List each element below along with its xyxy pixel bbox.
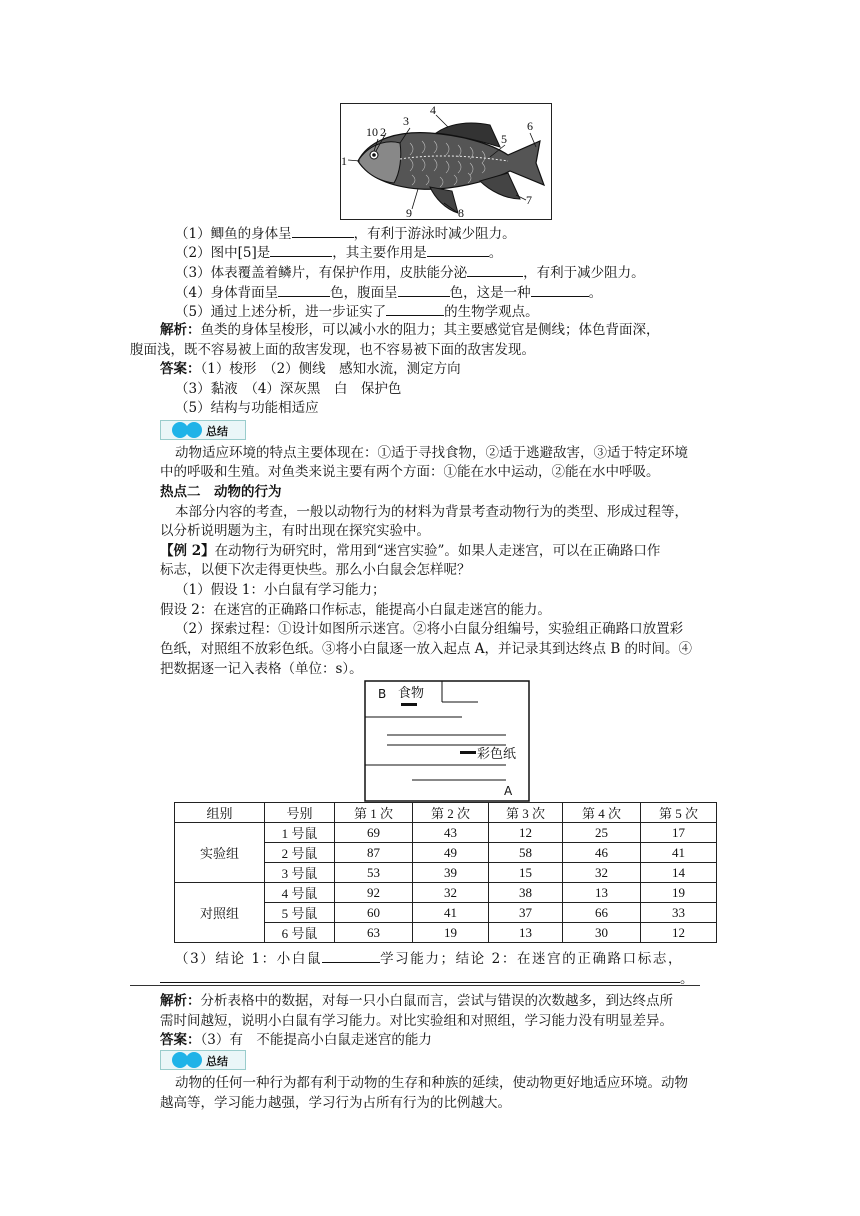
data-table xyxy=(174,802,717,943)
table-cell: 38 xyxy=(489,883,563,903)
table-cell: 49 xyxy=(413,843,489,863)
group-cell: 实验组 xyxy=(175,823,265,883)
table-cell: 3 号鼠 xyxy=(265,863,335,883)
example-2-line-2: 标志，以便下次走得更快些。那么小白鼠会怎样呢？ xyxy=(160,562,471,578)
answer-1-line-3: （5）结构与功能相适应 xyxy=(175,400,319,416)
question-4: （4）身体背面呈 色，腹面呈 色，这是一种 。 xyxy=(175,282,602,302)
maze-end-label: B xyxy=(378,687,387,701)
table-cell: 32 xyxy=(563,863,641,883)
group-cell: 对照组 xyxy=(175,883,265,943)
table-header-row xyxy=(175,803,717,823)
table-cell: 41 xyxy=(641,843,717,863)
divider xyxy=(130,985,700,986)
table-cell: 12 xyxy=(641,923,717,943)
summary-badge xyxy=(160,1050,246,1070)
question-1: （1）鲫鱼的身体呈 ，有利于游泳时减少阻力。 xyxy=(175,223,516,243)
table-cell: 19 xyxy=(413,923,489,943)
hot-topic-2-title: 热点二 动物的行为 xyxy=(160,484,282,500)
table-cell: 30 xyxy=(563,923,641,943)
fish-label-5: 5 xyxy=(501,132,507,146)
table-cell: 46 xyxy=(563,843,641,863)
fish-label-4: 4 xyxy=(430,103,436,117)
table-cell: 41 xyxy=(413,903,489,923)
hot-topic-2-line-1: 本部分内容的考查，一般以动物行为的材料为背景考查动物行为的类型、形成过程等， xyxy=(175,504,688,520)
hot-topic-2-line-2: 以分析说明题为主，有时出现在探究实验中。 xyxy=(160,523,430,539)
table-cell: 25 xyxy=(563,823,641,843)
maze-figure xyxy=(364,680,530,802)
maze-start-label: A xyxy=(504,784,513,798)
summary-badge xyxy=(160,420,246,440)
answer-2: 答案：（3）有 不能提高小白鼠走迷宫的能力 xyxy=(160,1032,432,1048)
conclusion-line-2: 。 xyxy=(160,968,694,988)
table-cell: 4 号鼠 xyxy=(265,883,335,903)
fish-label-1: 1 xyxy=(341,154,347,168)
table-cell: 13 xyxy=(489,923,563,943)
table-cell: 12 xyxy=(489,823,563,843)
table-cell: 15 xyxy=(489,863,563,883)
maze-food-label: 食物 xyxy=(398,686,425,701)
fish-label-2: 2 xyxy=(380,125,386,139)
fish-label-8: 8 xyxy=(458,206,464,220)
table-cell: 1 号鼠 xyxy=(265,823,335,843)
fish-label-9: 9 xyxy=(406,206,412,220)
summary-badge-icon xyxy=(160,420,246,440)
table-header: 第 1 次 xyxy=(335,803,413,823)
table-cell: 6 号鼠 xyxy=(265,923,335,943)
table-cell: 17 xyxy=(641,823,717,843)
hypothesis-1: （1）假设 1：小白鼠有学习能力； xyxy=(175,582,386,598)
table-cell: 32 xyxy=(413,883,489,903)
table-cell: 69 xyxy=(335,823,413,843)
table-cell: 2 号鼠 xyxy=(265,843,335,863)
question-2: （2）图中[5]是 ，其主要作用是 。 xyxy=(175,242,502,262)
summary-badge-icon xyxy=(160,1050,246,1070)
fish-label-7: 7 xyxy=(526,193,532,207)
analysis-2-line-1: 解析：分析表格中的数据，对每一只小白鼠而言，尝试与错误的次数越多，到达终点所 xyxy=(160,993,673,1009)
table-cell: 66 xyxy=(563,903,641,923)
fish-label-3: 3 xyxy=(403,114,409,128)
fish-label-10: 10 xyxy=(366,125,378,139)
table-header: 第 5 次 xyxy=(641,803,717,823)
table-cell: 60 xyxy=(335,903,413,923)
fish-figure xyxy=(340,103,552,220)
table-cell: 87 xyxy=(335,843,413,863)
conclusion-line: （3）结论 1：小白鼠 学习能力；结论 2：在迷宫的正确路口标志， xyxy=(175,948,683,968)
table-cell: 19 xyxy=(641,883,717,903)
table-header: 号别 xyxy=(265,803,335,823)
answer-1-line-1: 答案：（1）梭形 （2）侧线 感知水流，测定方向 xyxy=(160,361,461,377)
svg-text:总结: 总结 xyxy=(206,1055,228,1068)
table-cell: 58 xyxy=(489,843,563,863)
table-cell: 14 xyxy=(641,863,717,883)
table-cell: 37 xyxy=(489,903,563,923)
table-cell: 33 xyxy=(641,903,717,923)
analysis-1-line-1: 解析：鱼类的身体呈梭形，可以减小水的阻力；其主要感觉官是侧线；体色背面深， xyxy=(160,322,660,338)
question-5: （5）通过上述分析，进一步证实了 的生物学观点。 xyxy=(175,301,539,321)
summary-1-line-1: 动物适应环境的特点主要体现在：①适于寻找食物，②适于逃避敌害，③适于特定环境 xyxy=(175,445,688,461)
analysis-1-line-2: 腹面浅，既不容易被上面的敌害发现，也不容易被下面的敌害发现。 xyxy=(130,342,535,358)
example-2-line-1: 【例 2】在动物行为研究时，常用到“迷宫实验”。如果人走迷宫，可以在正确路口作 xyxy=(160,543,661,559)
table-cell: 43 xyxy=(413,823,489,843)
table-cell: 53 xyxy=(335,863,413,883)
procedure-line-1: （2）探索过程：①设计如图所示迷宫。②将小白鼠分组编号，实验组正确路口放置彩 xyxy=(175,621,684,637)
question-3: （3）体表覆盖着鳞片，有保护作用，皮肤能分泌 ，有利于减少阻力。 xyxy=(175,262,645,282)
maze-paper-label: 彩色纸 xyxy=(477,747,517,762)
svg-text:总结: 总结 xyxy=(206,425,228,438)
table-header: 组别 xyxy=(175,803,265,823)
table-header: 第 2 次 xyxy=(413,803,489,823)
table-cell: 92 xyxy=(335,883,413,903)
analysis-2-line-2: 需时间越短，说明小白鼠有学习能力。对比实验组和对照组，学习能力没有明显差异。 xyxy=(160,1013,673,1029)
table-cell: 5 号鼠 xyxy=(265,903,335,923)
answer-1-line-2: （3）黏液 （4）深灰黑 白 保护色 xyxy=(175,381,402,397)
table-cell: 39 xyxy=(413,863,489,883)
table-header: 第 4 次 xyxy=(563,803,641,823)
table-cell: 13 xyxy=(563,883,641,903)
summary-2-line-1: 动物的任何一种行为都有利于动物的生存和种族的延续，使动物更好地适应环境。动物 xyxy=(175,1075,688,1091)
procedure-line-2: 色纸，对照组不放彩色纸。③将小白鼠逐一放入起点 A，并记录其到达终点 B 的时间。④ xyxy=(160,641,693,657)
fish-label-6: 6 xyxy=(527,119,533,133)
summary-1-line-2: 中的呼吸和生殖。对鱼类来说主要有两个方面：①能在水中运动，②能在水中呼吸。 xyxy=(160,464,660,480)
procedure-line-3: 把数据逐一记入表格（单位：s）。 xyxy=(160,661,363,677)
table-row xyxy=(175,823,717,843)
table-row xyxy=(175,883,717,903)
table-cell: 63 xyxy=(335,923,413,943)
hypothesis-2: 假设 2：在迷宫的正确路口作标志，能提高小白鼠走迷宫的能力。 xyxy=(160,602,551,618)
table-header: 第 3 次 xyxy=(489,803,563,823)
summary-2-line-2: 越高等，学习能力越强，学习行为占所有行为的比例越大。 xyxy=(160,1095,511,1111)
